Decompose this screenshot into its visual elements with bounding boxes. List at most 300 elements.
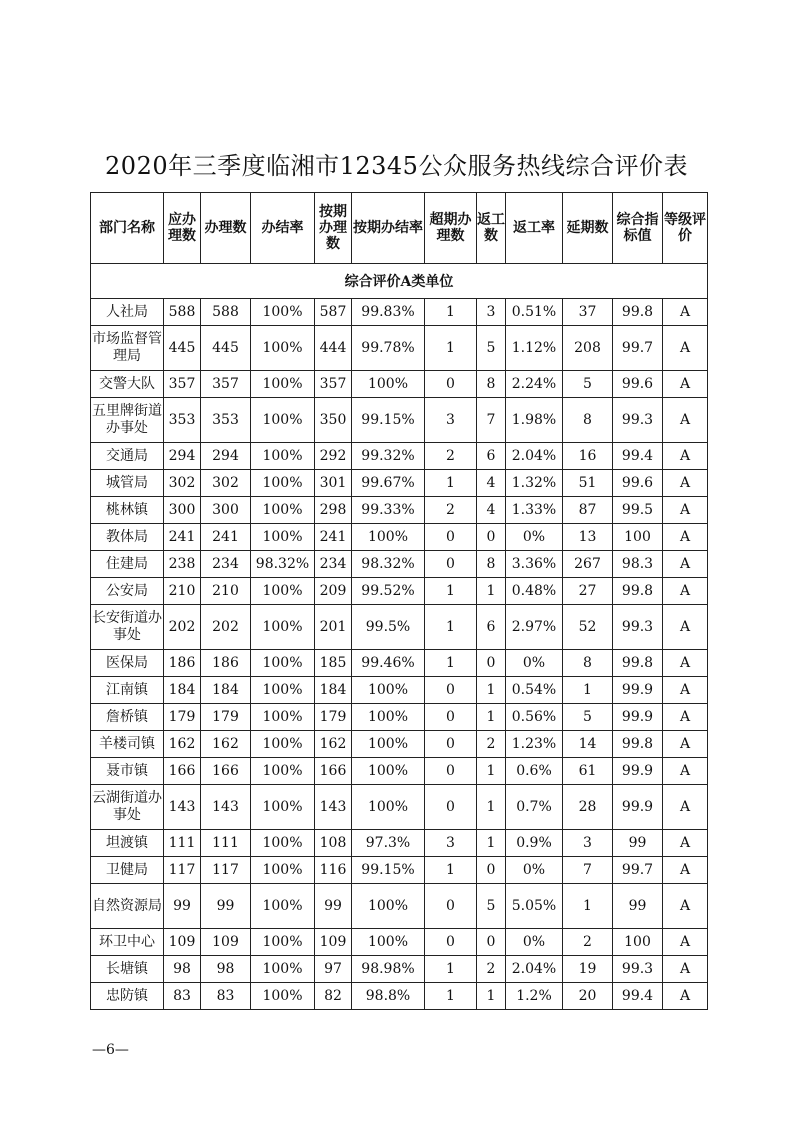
composite-index-cell: 99.4 bbox=[613, 983, 663, 1010]
extension-count-cell: 87 bbox=[563, 497, 613, 524]
handled-cell: 353 bbox=[201, 398, 251, 443]
extension-count-cell: 61 bbox=[563, 758, 613, 785]
composite-index-cell: 99.6 bbox=[613, 371, 663, 398]
handled-cell: 111 bbox=[201, 830, 251, 857]
extension-count-cell: 16 bbox=[563, 443, 613, 470]
grade-cell: A bbox=[663, 443, 708, 470]
table-row bbox=[91, 578, 708, 605]
table-row bbox=[91, 857, 708, 884]
should-handle-cell: 143 bbox=[164, 785, 201, 830]
completion-rate-cell: 100% bbox=[251, 443, 315, 470]
grade-cell: A bbox=[663, 650, 708, 677]
on-time-rate-cell: 98.98% bbox=[352, 956, 425, 983]
rework-rate-cell: 2.24% bbox=[506, 371, 563, 398]
should-handle-cell: 166 bbox=[164, 758, 201, 785]
extension-count-cell: 52 bbox=[563, 605, 613, 650]
composite-index-cell: 99.6 bbox=[613, 470, 663, 497]
rework-rate-cell: 2.97% bbox=[506, 605, 563, 650]
table-row bbox=[91, 398, 708, 443]
rework-count-cell: 5 bbox=[477, 326, 506, 371]
grade-cell: A bbox=[663, 524, 708, 551]
should-handle-cell: 357 bbox=[164, 371, 201, 398]
handled-cell: 588 bbox=[201, 299, 251, 326]
on-time-rate-cell: 99.46% bbox=[352, 650, 425, 677]
rework-rate-cell: 1.12% bbox=[506, 326, 563, 371]
rework-count-cell: 7 bbox=[477, 398, 506, 443]
on-time-count-cell: 292 bbox=[315, 443, 352, 470]
rework-count-cell: 3 bbox=[477, 299, 506, 326]
should-handle-cell: 300 bbox=[164, 497, 201, 524]
table-row bbox=[91, 605, 708, 650]
should-handle-cell: 202 bbox=[164, 605, 201, 650]
handled-cell: 186 bbox=[201, 650, 251, 677]
handled-cell: 234 bbox=[201, 551, 251, 578]
rework-count-cell: 5 bbox=[477, 884, 506, 929]
dept-name-cell: 医保局 bbox=[91, 650, 164, 677]
on-time-rate-cell: 98.32% bbox=[352, 551, 425, 578]
handled-cell: 143 bbox=[201, 785, 251, 830]
overdue-count-cell: 1 bbox=[425, 299, 477, 326]
composite-index-cell: 99.3 bbox=[613, 605, 663, 650]
completion-rate-cell: 100% bbox=[251, 470, 315, 497]
extension-count-cell: 8 bbox=[563, 398, 613, 443]
completion-rate-cell: 100% bbox=[251, 983, 315, 1010]
rework-rate-cell: 0.56% bbox=[506, 704, 563, 731]
extension-count-cell: 1 bbox=[563, 677, 613, 704]
dept-name-cell: 卫健局 bbox=[91, 857, 164, 884]
on-time-count-cell: 99 bbox=[315, 884, 352, 929]
dept-name-cell: 长安街道办事处 bbox=[91, 605, 164, 650]
grade-cell: A bbox=[663, 857, 708, 884]
rework-count-cell: 1 bbox=[477, 704, 506, 731]
extension-count-cell: 1 bbox=[563, 884, 613, 929]
on-time-count-cell: 241 bbox=[315, 524, 352, 551]
overdue-count-cell: 0 bbox=[425, 551, 477, 578]
should-handle-cell: 179 bbox=[164, 704, 201, 731]
overdue-count-cell: 0 bbox=[425, 524, 477, 551]
on-time-rate-cell: 97.3% bbox=[352, 830, 425, 857]
on-time-rate-cell: 99.33% bbox=[352, 497, 425, 524]
on-time-count-cell: 109 bbox=[315, 929, 352, 956]
on-time-count-cell: 350 bbox=[315, 398, 352, 443]
rework-count-cell: 0 bbox=[477, 650, 506, 677]
handled-cell: 98 bbox=[201, 956, 251, 983]
header-extension-count: 延期数 bbox=[563, 193, 613, 264]
composite-index-cell: 99.8 bbox=[613, 299, 663, 326]
header-dept: 部门名称 bbox=[91, 193, 164, 264]
header-completion-rate: 办结率 bbox=[251, 193, 315, 264]
rework-count-cell: 4 bbox=[477, 470, 506, 497]
overdue-count-cell: 1 bbox=[425, 956, 477, 983]
table-row bbox=[91, 470, 708, 497]
grade-cell: A bbox=[663, 677, 708, 704]
extension-count-cell: 8 bbox=[563, 650, 613, 677]
page-title: 2020年三季度临湘市12345公众服务热线综合评价表 bbox=[105, 152, 688, 180]
should-handle-cell: 83 bbox=[164, 983, 201, 1010]
on-time-rate-cell: 100% bbox=[352, 371, 425, 398]
on-time-rate-cell: 100% bbox=[352, 785, 425, 830]
rework-rate-cell: 1.98% bbox=[506, 398, 563, 443]
grade-cell: A bbox=[663, 884, 708, 929]
on-time-rate-cell: 99.52% bbox=[352, 578, 425, 605]
on-time-rate-cell: 99.83% bbox=[352, 299, 425, 326]
on-time-rate-cell: 100% bbox=[352, 929, 425, 956]
dept-name-cell: 自然资源局 bbox=[91, 884, 164, 929]
grade-cell: A bbox=[663, 956, 708, 983]
on-time-count-cell: 184 bbox=[315, 677, 352, 704]
on-time-rate-cell: 100% bbox=[352, 704, 425, 731]
rework-rate-cell: 1.2% bbox=[506, 983, 563, 1010]
should-handle-cell: 111 bbox=[164, 830, 201, 857]
rework-count-cell: 1 bbox=[477, 677, 506, 704]
header-composite-index: 综合指标值 bbox=[613, 193, 663, 264]
rework-count-cell: 2 bbox=[477, 956, 506, 983]
header-overdue-count: 超期办理数 bbox=[425, 193, 477, 264]
header-handled: 办理数 bbox=[201, 193, 251, 264]
on-time-rate-cell: 99.67% bbox=[352, 470, 425, 497]
on-time-count-cell: 301 bbox=[315, 470, 352, 497]
dept-name-cell: 江南镇 bbox=[91, 677, 164, 704]
completion-rate-cell: 100% bbox=[251, 605, 315, 650]
on-time-rate-cell: 100% bbox=[352, 884, 425, 929]
grade-cell: A bbox=[663, 605, 708, 650]
dept-name-cell: 坦渡镇 bbox=[91, 830, 164, 857]
on-time-count-cell: 444 bbox=[315, 326, 352, 371]
rework-count-cell: 1 bbox=[477, 830, 506, 857]
rework-rate-cell: 0.54% bbox=[506, 677, 563, 704]
handled-cell: 294 bbox=[201, 443, 251, 470]
dept-name-cell: 住建局 bbox=[91, 551, 164, 578]
rework-count-cell: 6 bbox=[477, 605, 506, 650]
should-handle-cell: 210 bbox=[164, 578, 201, 605]
handled-cell: 179 bbox=[201, 704, 251, 731]
dept-name-cell: 云湖街道办事处 bbox=[91, 785, 164, 830]
overdue-count-cell: 0 bbox=[425, 929, 477, 956]
table-row bbox=[91, 299, 708, 326]
rework-rate-cell: 0% bbox=[506, 524, 563, 551]
grade-cell: A bbox=[663, 758, 708, 785]
header-row bbox=[91, 193, 708, 264]
on-time-rate-cell: 98.8% bbox=[352, 983, 425, 1010]
on-time-rate-cell: 99.32% bbox=[352, 443, 425, 470]
evaluation-table bbox=[90, 192, 708, 1010]
overdue-count-cell: 0 bbox=[425, 758, 477, 785]
completion-rate-cell: 100% bbox=[251, 704, 315, 731]
grade-cell: A bbox=[663, 704, 708, 731]
on-time-count-cell: 209 bbox=[315, 578, 352, 605]
rework-rate-cell: 1.32% bbox=[506, 470, 563, 497]
rework-rate-cell: 0% bbox=[506, 929, 563, 956]
grade-cell: A bbox=[663, 578, 708, 605]
header-rework-rate: 返工率 bbox=[506, 193, 563, 264]
rework-count-cell: 1 bbox=[477, 758, 506, 785]
rework-count-cell: 1 bbox=[477, 578, 506, 605]
dept-name-cell: 交警大队 bbox=[91, 371, 164, 398]
dept-name-cell: 聂市镇 bbox=[91, 758, 164, 785]
should-handle-cell: 186 bbox=[164, 650, 201, 677]
handled-cell: 117 bbox=[201, 857, 251, 884]
completion-rate-cell: 100% bbox=[251, 371, 315, 398]
overdue-count-cell: 0 bbox=[425, 704, 477, 731]
overdue-count-cell: 3 bbox=[425, 398, 477, 443]
composite-index-cell: 99.9 bbox=[613, 704, 663, 731]
composite-index-cell: 99 bbox=[613, 884, 663, 929]
composite-index-cell: 100 bbox=[613, 929, 663, 956]
composite-index-cell: 99.9 bbox=[613, 758, 663, 785]
handled-cell: 184 bbox=[201, 677, 251, 704]
table-row bbox=[91, 551, 708, 578]
completion-rate-cell: 100% bbox=[251, 299, 315, 326]
overdue-count-cell: 2 bbox=[425, 443, 477, 470]
extension-count-cell: 3 bbox=[563, 830, 613, 857]
dept-name-cell: 人社局 bbox=[91, 299, 164, 326]
rework-rate-cell: 0.6% bbox=[506, 758, 563, 785]
handled-cell: 166 bbox=[201, 758, 251, 785]
header-on-time-rate: 按期办结率 bbox=[352, 193, 425, 264]
on-time-count-cell: 179 bbox=[315, 704, 352, 731]
dept-name-cell: 长塘镇 bbox=[91, 956, 164, 983]
rework-rate-cell: 0.7% bbox=[506, 785, 563, 830]
rework-count-cell: 4 bbox=[477, 497, 506, 524]
should-handle-cell: 445 bbox=[164, 326, 201, 371]
should-handle-cell: 238 bbox=[164, 551, 201, 578]
on-time-rate-cell: 99.15% bbox=[352, 398, 425, 443]
table-row bbox=[91, 443, 708, 470]
overdue-count-cell: 0 bbox=[425, 371, 477, 398]
should-handle-cell: 241 bbox=[164, 524, 201, 551]
completion-rate-cell: 98.32% bbox=[251, 551, 315, 578]
should-handle-cell: 109 bbox=[164, 929, 201, 956]
should-handle-cell: 162 bbox=[164, 731, 201, 758]
composite-index-cell: 99.3 bbox=[613, 956, 663, 983]
dept-name-cell: 市场监督管理局 bbox=[91, 326, 164, 371]
handled-cell: 210 bbox=[201, 578, 251, 605]
grade-cell: A bbox=[663, 785, 708, 830]
completion-rate-cell: 100% bbox=[251, 830, 315, 857]
grade-cell: A bbox=[663, 731, 708, 758]
table-row bbox=[91, 884, 708, 929]
rework-rate-cell: 0.51% bbox=[506, 299, 563, 326]
rework-count-cell: 8 bbox=[477, 551, 506, 578]
completion-rate-cell: 100% bbox=[251, 956, 315, 983]
grade-cell: A bbox=[663, 551, 708, 578]
on-time-count-cell: 357 bbox=[315, 371, 352, 398]
header-rework-count: 返工数 bbox=[477, 193, 506, 264]
completion-rate-cell: 100% bbox=[251, 497, 315, 524]
on-time-rate-cell: 100% bbox=[352, 524, 425, 551]
grade-cell: A bbox=[663, 371, 708, 398]
on-time-count-cell: 587 bbox=[315, 299, 352, 326]
on-time-rate-cell: 100% bbox=[352, 758, 425, 785]
extension-count-cell: 5 bbox=[563, 371, 613, 398]
dept-name-cell: 环卫中心 bbox=[91, 929, 164, 956]
completion-rate-cell: 100% bbox=[251, 398, 315, 443]
composite-index-cell: 100 bbox=[613, 524, 663, 551]
composite-index-cell: 99.4 bbox=[613, 443, 663, 470]
overdue-count-cell: 1 bbox=[425, 983, 477, 1010]
table-row bbox=[91, 650, 708, 677]
table-row bbox=[91, 785, 708, 830]
completion-rate-cell: 100% bbox=[251, 677, 315, 704]
section-row bbox=[91, 264, 708, 299]
completion-rate-cell: 100% bbox=[251, 929, 315, 956]
extension-count-cell: 208 bbox=[563, 326, 613, 371]
should-handle-cell: 117 bbox=[164, 857, 201, 884]
completion-rate-cell: 100% bbox=[251, 326, 315, 371]
extension-count-cell: 13 bbox=[563, 524, 613, 551]
grade-cell: A bbox=[663, 470, 708, 497]
extension-count-cell: 19 bbox=[563, 956, 613, 983]
header-grade: 等级评价 bbox=[663, 193, 708, 264]
table-row bbox=[91, 524, 708, 551]
should-handle-cell: 99 bbox=[164, 884, 201, 929]
overdue-count-cell: 1 bbox=[425, 326, 477, 371]
handled-cell: 300 bbox=[201, 497, 251, 524]
composite-index-cell: 99.9 bbox=[613, 785, 663, 830]
completion-rate-cell: 100% bbox=[251, 857, 315, 884]
composite-index-cell: 99.8 bbox=[613, 731, 663, 758]
rework-count-cell: 6 bbox=[477, 443, 506, 470]
rework-rate-cell: 0.48% bbox=[506, 578, 563, 605]
section-label: 综合评价A类单位 bbox=[91, 264, 708, 299]
header-should-handle: 应办理数 bbox=[164, 193, 201, 264]
extension-count-cell: 37 bbox=[563, 299, 613, 326]
rework-rate-cell: 5.05% bbox=[506, 884, 563, 929]
extension-count-cell: 27 bbox=[563, 578, 613, 605]
handled-cell: 445 bbox=[201, 326, 251, 371]
handled-cell: 357 bbox=[201, 371, 251, 398]
grade-cell: A bbox=[663, 830, 708, 857]
should-handle-cell: 353 bbox=[164, 398, 201, 443]
should-handle-cell: 302 bbox=[164, 470, 201, 497]
handled-cell: 83 bbox=[201, 983, 251, 1010]
grade-cell: A bbox=[663, 326, 708, 371]
on-time-count-cell: 185 bbox=[315, 650, 352, 677]
extension-count-cell: 14 bbox=[563, 731, 613, 758]
dept-name-cell: 五里牌街道办事处 bbox=[91, 398, 164, 443]
extension-count-cell: 20 bbox=[563, 983, 613, 1010]
overdue-count-cell: 1 bbox=[425, 857, 477, 884]
dept-name-cell: 公安局 bbox=[91, 578, 164, 605]
header-on-time-count: 按期办理数 bbox=[315, 193, 352, 264]
rework-rate-cell: 0% bbox=[506, 857, 563, 884]
on-time-count-cell: 82 bbox=[315, 983, 352, 1010]
page-number: —6— bbox=[92, 1042, 129, 1058]
dept-name-cell: 桃林镇 bbox=[91, 497, 164, 524]
rework-count-cell: 0 bbox=[477, 524, 506, 551]
extension-count-cell: 2 bbox=[563, 929, 613, 956]
rework-count-cell: 8 bbox=[477, 371, 506, 398]
on-time-count-cell: 201 bbox=[315, 605, 352, 650]
table-row bbox=[91, 731, 708, 758]
on-time-rate-cell: 100% bbox=[352, 677, 425, 704]
rework-rate-cell: 1.23% bbox=[506, 731, 563, 758]
should-handle-cell: 98 bbox=[164, 956, 201, 983]
dept-name-cell: 忠防镇 bbox=[91, 983, 164, 1010]
overdue-count-cell: 0 bbox=[425, 677, 477, 704]
table-row bbox=[91, 929, 708, 956]
on-time-rate-cell: 99.5% bbox=[352, 605, 425, 650]
handled-cell: 162 bbox=[201, 731, 251, 758]
table-row bbox=[91, 983, 708, 1010]
rework-count-cell: 1 bbox=[477, 785, 506, 830]
on-time-count-cell: 298 bbox=[315, 497, 352, 524]
completion-rate-cell: 100% bbox=[251, 758, 315, 785]
composite-index-cell: 99.9 bbox=[613, 677, 663, 704]
table-row bbox=[91, 758, 708, 785]
overdue-count-cell: 0 bbox=[425, 731, 477, 758]
should-handle-cell: 588 bbox=[164, 299, 201, 326]
completion-rate-cell: 100% bbox=[251, 884, 315, 929]
rework-rate-cell: 1.33% bbox=[506, 497, 563, 524]
extension-count-cell: 5 bbox=[563, 704, 613, 731]
table-row bbox=[91, 497, 708, 524]
extension-count-cell: 28 bbox=[563, 785, 613, 830]
handled-cell: 99 bbox=[201, 884, 251, 929]
on-time-count-cell: 166 bbox=[315, 758, 352, 785]
dept-name-cell: 詹桥镇 bbox=[91, 704, 164, 731]
overdue-count-cell: 1 bbox=[425, 470, 477, 497]
on-time-rate-cell: 100% bbox=[352, 731, 425, 758]
extension-count-cell: 7 bbox=[563, 857, 613, 884]
handled-cell: 202 bbox=[201, 605, 251, 650]
extension-count-cell: 51 bbox=[563, 470, 613, 497]
composite-index-cell: 99.7 bbox=[613, 857, 663, 884]
overdue-count-cell: 3 bbox=[425, 830, 477, 857]
rework-count-cell: 0 bbox=[477, 857, 506, 884]
table-row bbox=[91, 830, 708, 857]
rework-rate-cell: 0.9% bbox=[506, 830, 563, 857]
rework-count-cell: 0 bbox=[477, 929, 506, 956]
dept-name-cell: 交通局 bbox=[91, 443, 164, 470]
composite-index-cell: 98.3 bbox=[613, 551, 663, 578]
on-time-count-cell: 162 bbox=[315, 731, 352, 758]
handled-cell: 302 bbox=[201, 470, 251, 497]
handled-cell: 241 bbox=[201, 524, 251, 551]
table-row bbox=[91, 677, 708, 704]
table-row bbox=[91, 704, 708, 731]
rework-rate-cell: 3.36% bbox=[506, 551, 563, 578]
overdue-count-cell: 1 bbox=[425, 578, 477, 605]
on-time-rate-cell: 99.15% bbox=[352, 857, 425, 884]
completion-rate-cell: 100% bbox=[251, 785, 315, 830]
grade-cell: A bbox=[663, 299, 708, 326]
rework-rate-cell: 2.04% bbox=[506, 443, 563, 470]
overdue-count-cell: 0 bbox=[425, 884, 477, 929]
dept-name-cell: 教体局 bbox=[91, 524, 164, 551]
overdue-count-cell: 2 bbox=[425, 497, 477, 524]
completion-rate-cell: 100% bbox=[251, 578, 315, 605]
completion-rate-cell: 100% bbox=[251, 524, 315, 551]
on-time-count-cell: 143 bbox=[315, 785, 352, 830]
should-handle-cell: 294 bbox=[164, 443, 201, 470]
completion-rate-cell: 100% bbox=[251, 650, 315, 677]
grade-cell: A bbox=[663, 983, 708, 1010]
on-time-count-cell: 234 bbox=[315, 551, 352, 578]
composite-index-cell: 99.8 bbox=[613, 578, 663, 605]
overdue-count-cell: 0 bbox=[425, 785, 477, 830]
rework-count-cell: 2 bbox=[477, 731, 506, 758]
grade-cell: A bbox=[663, 497, 708, 524]
on-time-rate-cell: 99.78% bbox=[352, 326, 425, 371]
rework-rate-cell: 0% bbox=[506, 650, 563, 677]
dept-name-cell: 羊楼司镇 bbox=[91, 731, 164, 758]
on-time-count-cell: 116 bbox=[315, 857, 352, 884]
completion-rate-cell: 100% bbox=[251, 731, 315, 758]
composite-index-cell: 99.5 bbox=[613, 497, 663, 524]
on-time-count-cell: 97 bbox=[315, 956, 352, 983]
overdue-count-cell: 1 bbox=[425, 650, 477, 677]
